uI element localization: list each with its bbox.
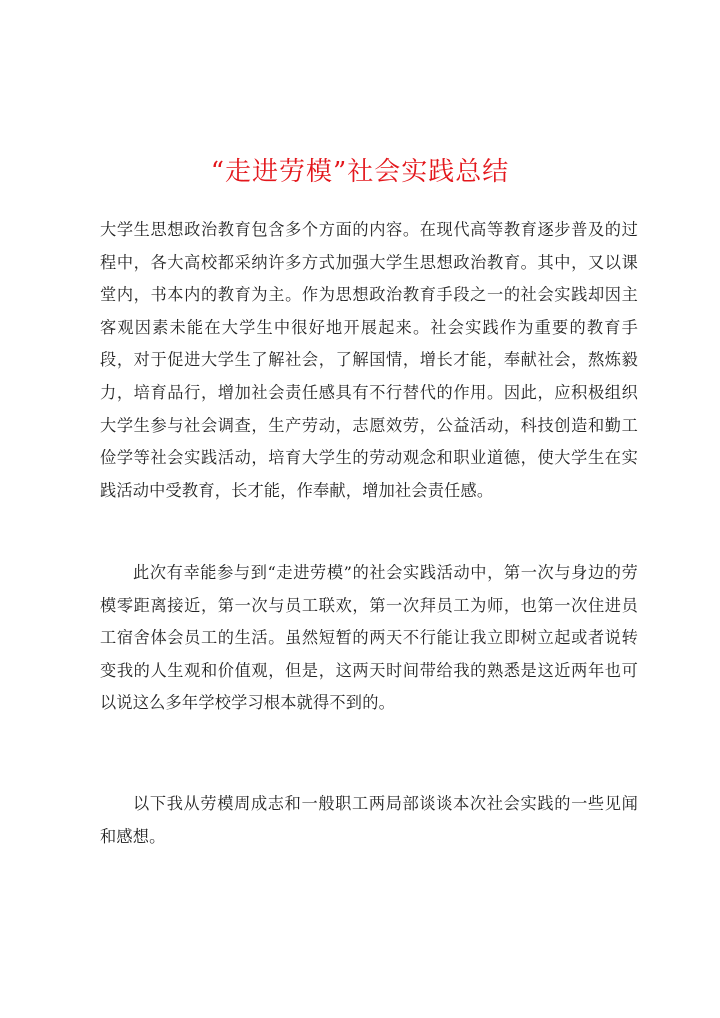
paragraph-intro: 大学生思想政治教育包含多个方面的内容。在现代高等教育逐步普及的过程中，各大高校都采纳许多方式加强大学生思想政治教育。其中，又以课堂内，书本内的教育为主。作为思想政治教育手段之一的社会实践却因主客观因素未能在大学生中很好地开展起来。社会实践作为重要的教育手段，对于促进大学生了解社会，了解国情，增长才能，奉献社会，熬炼毅力，培育品行，增加社会责任感具有不行替代的作用。因此，应积极组织大学生参与社会调查，生产劳动，志愿效劳，公益活动，科技创造和勤工俭学等社会实践活动，培育大学生的劳动观念和职业道德，使大学生在实践活动中受教育，长才能，作奉献，增加社会责任感。: [100, 220, 638, 500]
paragraph-outline: 以下我从劳模周成志和一般职工两局部谈谈本次社会实践的一些见闻和感想。: [100, 794, 638, 846]
document-title: “走进劳模”社会实践总结: [210, 157, 510, 187]
paragraph-experience: 此次有幸能参与到“走进劳模”的社会实践活动中，第一次与身边的劳模零距离接近，第一次与员工联欢，第一次拜员工为师，也第一次住进员工宿舍体会员工的生活。虽然短暂的两天不行能让我立即树立起或者说转变我的人生观和价值观，但是，这两天时间带给我的熟悉是这近两年也可以说这么多年学校学习根本就得不到的。: [100, 563, 638, 713]
